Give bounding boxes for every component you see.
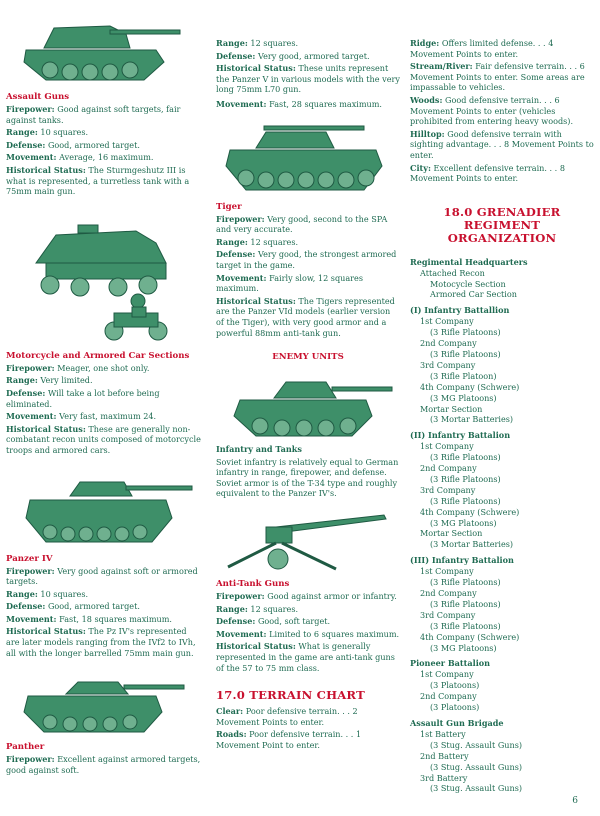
unit-row: Movement: Fast, 18 squares maximum. [6,613,172,624]
org-section-title: Regimental Headquarters [410,256,528,267]
unit-row: Firepower: Meager, one shot only. [6,362,150,373]
unit-row: Historical Status: What is generally represented in the game are anti-tank guns of the 57 to 75 mm class. [216,641,395,673]
org-line: 1st Battery [420,728,466,739]
org-line: 1st Company [420,441,474,452]
unit-panther [6,742,202,775]
unit-row: Firepower: Very good, second to the SPA and very accurate. [216,213,388,235]
org-line: 3rd Company [420,484,476,495]
unit-row: Firepower: Good against armor or infantry. [216,591,397,602]
unit-panther-continued [216,38,400,110]
organization-list [410,257,594,795]
org-line: (3 Platoons) [430,702,480,713]
t34-icon [216,364,400,444]
org-line: Mortar Section [420,403,483,414]
org-line: (3 Rifle Platoons) [430,620,501,631]
org-line: 2nd Battery [420,750,469,761]
tiger-icon [216,114,400,202]
terrain-row: Roads: Poor defensive terrain. . . 1 Movement Point to enter. [216,729,362,750]
org-line: (3 MG Platoons) [430,517,497,528]
org-line: (3 Rifle Platoons) [430,495,501,506]
org-line: (3 Rifle Platoons) [430,452,501,463]
org-line: (3 Rifle Platoon) [430,370,497,381]
unit-row: Range: 12 squares. [216,38,299,48]
unit-row: Range: 10 squares. [6,588,89,599]
org-line: Attached Recon [420,267,485,278]
page-number: 6 [572,796,578,806]
org-line: (3 Rifle Platoons) [430,598,501,609]
terrain-chart-heading: 17.0 TERRAIN CHART [216,688,365,703]
terrain-row: Stream/River: Fair defensive terrain. . . 6 Movement Points to enter. Some areas are impassable to vehicles. [410,61,585,93]
column-middle [216,38,400,753]
unit-row: Range: 10 squares. [6,127,89,138]
org-line: Motocycle Section [430,278,506,289]
org-section-title: Pioneer Battalion [410,658,491,669]
enemy-units-heading: ENEMY UNITS [272,352,344,363]
org-line: 1st Company [420,566,474,577]
panzer-iv-icon [6,462,202,554]
unit-title: Tiger [216,201,242,212]
unit-title: Infantry and Tanks [216,444,302,455]
org-line: 1st Company [420,316,474,327]
terrain-row: Hilltop: Good defensive terrain with sighting advantage. . . 8 Movement Points to enter. [410,128,594,160]
unit-row: Range: 12 squares. [216,236,299,247]
column-left [6,0,202,777]
unit-title: Motorcycle and Armored Car Sections [6,350,190,361]
unit-row: Historical Status: The Pz IV's represented are later models ranging from the IVf2 to IVh, all with the longer barrelled 75mm main gun. [6,626,196,658]
unit-row: Historical Status: The Sturmgeshutz III is what is represented, a turretless tank with a 75mm main gun. [6,164,190,197]
unit-row: Soviet infantry is relatively equal to German infantry in range, firepower, and defense. Soviet armor is of the T-34 type and roughly equivalent to the Panzer IV's. [216,456,399,499]
unit-row: Historical Status: These are generally non-combatant recon units composed of motorcycle troops and armored cars. [6,423,201,455]
anti-tank-gun-icon [216,507,400,579]
org-line: 4th Company (Schwere) [420,381,520,392]
unit-row: Range: Very limited. [6,375,93,386]
org-line: 2nd Company [420,338,477,349]
unit-row: Movement: Limited to 6 squares maximum. [216,628,400,639]
unit-row: Defense: Very good, the strongest armored target in the game. [216,249,397,270]
terrain-row: Clear: Poor defensive terrain. . . 2 Movement Points to enter. [216,706,358,727]
unit-row: Defense: Good, armored target. [6,601,140,612]
org-line: Armored Car Section [430,289,517,300]
unit-row: Historical Status: The Tigers represented are the Panzer VId models (earlier version of the Tiger), with very good armor and a powerful 88mm anti-tank gun. [216,295,395,338]
panther-icon [6,664,202,742]
unit-row: Movement: Fairly slow, 12 squares maximum. [216,272,363,294]
unit-infantry-and-tanks [216,444,400,499]
org-line: 3rd Company [420,609,476,620]
org-line: (3 Rifle Platoons) [430,348,501,359]
org-line: 3rd Company [420,359,476,370]
org-line: (3 Mortar Batteries) [430,414,514,425]
org-line: (3 Stug. Assault Guns) [430,739,523,750]
org-line: (3 Stug. Assault Guns) [430,783,523,794]
unit-title: Panzer IV [6,553,53,564]
org-line: (3 Stug. Assault Guns) [430,761,523,772]
org-line: 2nd Company [420,691,477,702]
unit-assault-guns [6,92,202,197]
armored-car-icon [6,201,202,351]
unit-motorcycle-armored-car [6,351,202,456]
org-line: 3rd Battery [420,772,468,783]
unit-row: Range: 12 squares. [216,603,299,614]
unit-row: Firepower: Excellent against armored targets, good against soft. [6,754,201,775]
org-line: 1st Company [420,669,474,680]
unit-row: Historical Status: These units represent the Panzer V in various models with the very long 75mm L70 gun. [216,63,400,95]
terrain-row: Woods: Good defensive terrain. . . 6 Movement Points to enter (vehicles prohibited from entering heavy woods). [410,94,574,127]
terrain-row: Ridge: Offers limited defense. . . 4 Movement Points to enter. [410,38,554,59]
unit-row: Firepower: Good against soft targets, fair against tanks. [6,104,181,125]
unit-row: Firepower: Very good against soft or armored targets. [6,565,198,587]
unit-row: Movement: Average, 16 maximum. [6,152,154,163]
unit-row: Movement: Very fast, maximum 24. [6,411,157,422]
column-right [410,38,594,794]
unit-row: Defense: Good, soft target. [216,616,331,627]
org-line: 4th Company (Schwere) [420,506,520,517]
unit-title: Assault Guns [6,92,70,102]
org-line: Mortar Section [420,528,483,539]
unit-row: Defense: Good, armored target. [6,139,140,150]
unit-panzer-iv [6,554,202,659]
org-section-title: (II) Infantry Battalion [410,430,511,441]
grenadier-heading: 18.0 GRENADIER REGIMENT ORGANIZATION [443,204,561,245]
org-line: (3 Platoons) [430,680,480,691]
org-line: (3 MG Platoons) [430,392,497,403]
assault-gun-icon [6,0,202,92]
unit-title: Panther [6,742,45,753]
org-line: (3 MG Platoons) [430,642,497,653]
org-section-title: (I) Infantry Battallion [410,305,510,316]
org-line: 2nd Company [420,463,477,474]
org-section-title: (III) Infantry Battalion [410,555,514,566]
org-line: (3 Rifle Platoons) [430,577,501,588]
terrain-row: City: Excellent defensive terrain. . . 8 Movement Points to enter. [410,162,565,184]
unit-anti-tank-guns [216,579,400,673]
unit-tiger [216,202,400,339]
unit-row: Defense: Will take a lot before being eliminated. [6,387,160,409]
org-line: (3 Rifle Platoons) [430,473,501,484]
unit-row: Defense: Very good, armored target. [216,50,370,61]
org-line: (3 Rifle Platoons) [430,327,501,338]
unit-title: Anti-Tank Guns [216,579,290,590]
org-line: 4th Company (Schwere) [420,631,520,642]
unit-row: Movement: Fast, 28 squares maximum. [216,98,382,109]
org-line: (3 Mortar Batteries) [430,539,514,550]
org-line: 2nd Company [420,588,477,598]
org-section-title: Assault Gun Brigade [410,717,504,728]
